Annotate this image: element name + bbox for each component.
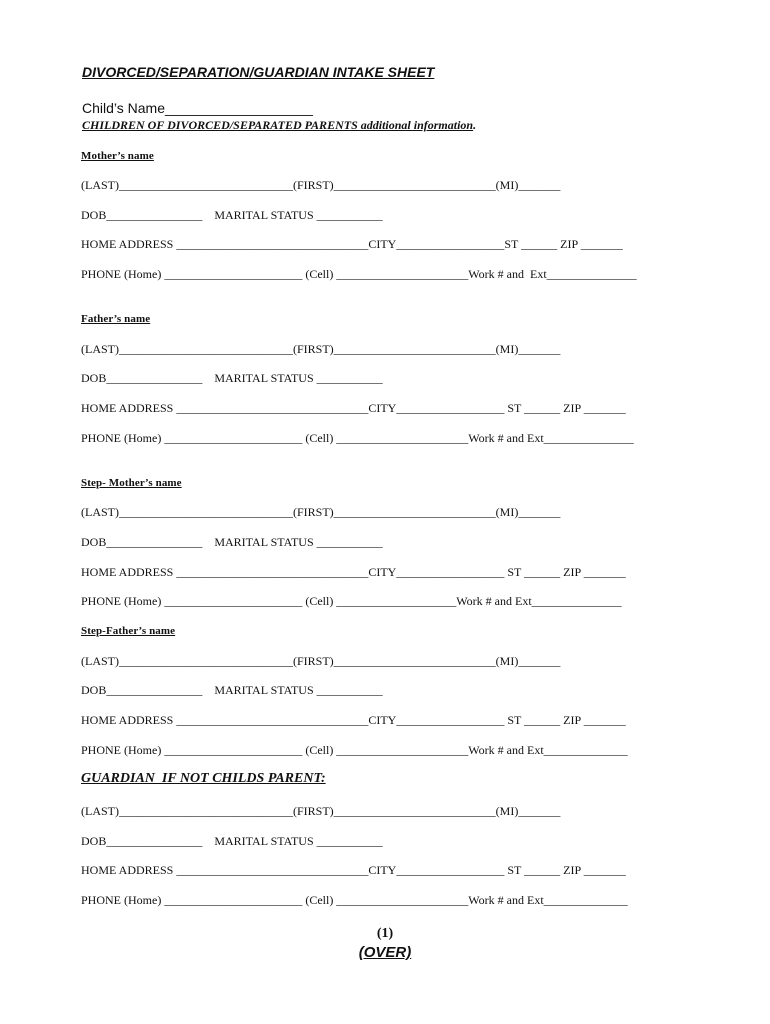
step-mother-phone-line[interactable]: PHONE (Home) _______________________ (Cell) ____________________Work # and Ext_______________ — [81, 594, 622, 608]
mother-phone-line[interactable]: PHONE (Home) _______________________ (Cell) ______________________Work # and Ext_______________ — [81, 267, 637, 281]
mother-name-line[interactable]: (LAST)_____________________________(FIRST)___________________________(MI)_______ — [81, 178, 561, 192]
father-heading: Father’s name — [81, 313, 151, 325]
over-label: (OVER) — [358, 944, 412, 961]
guardian-name-line[interactable]: (LAST)_____________________________(FIRST)___________________________(MI)_______ — [81, 804, 561, 818]
step-father-heading: Step-Father’s name — [81, 625, 176, 637]
step-father-address-line[interactable]: HOME ADDRESS ________________________________CITY__________________ ST ______ ZIP _______ — [81, 713, 626, 727]
step-father-name-line[interactable]: (LAST)_____________________________(FIRST)___________________________(MI)_______ — [81, 654, 561, 668]
mother-dob-line[interactable]: DOB________________ MARITAL STATUS ___________ — [81, 208, 383, 222]
step-mother-heading: Step- Mother’s name — [81, 477, 182, 489]
guardian-address-line[interactable]: HOME ADDRESS ________________________________CITY__________________ ST ______ ZIP _______ — [81, 863, 626, 877]
father-phone-line[interactable]: PHONE (Home) _______________________ (Cell) ______________________Work # and Ext_______________ — [81, 431, 634, 445]
father-name-line[interactable]: (LAST)_____________________________(FIRST)___________________________(MI)_______ — [81, 342, 561, 356]
guardian-dob-line[interactable]: DOB________________ MARITAL STATUS ___________ — [81, 834, 383, 848]
subtitle-end: . — [473, 118, 477, 132]
step-father-phone-line[interactable]: PHONE (Home) _______________________ (Cell) ______________________Work # and Ext______________ — [81, 743, 628, 757]
mother-heading: Mother’s name — [81, 150, 154, 162]
father-address-line[interactable]: HOME ADDRESS ________________________________CITY__________________ ST ______ ZIP _______ — [81, 401, 626, 415]
step-mother-name-line[interactable]: (LAST)_____________________________(FIRST)___________________________(MI)_______ — [81, 505, 561, 519]
step-mother-dob-line[interactable]: DOB________________ MARITAL STATUS ___________ — [81, 535, 383, 549]
guardian-phone-line[interactable]: PHONE (Home) _______________________ (Cell) ______________________Work # and Ext______________ — [81, 893, 628, 907]
child-name-field[interactable]: Child’s Name___________________ — [82, 100, 313, 116]
father-dob-line[interactable]: DOB________________ MARITAL STATUS ___________ — [81, 371, 383, 385]
form-title: DIVORCED/SEPARATION/GUARDIAN INTAKE SHEET — [82, 64, 435, 80]
guardian-heading: GUARDIAN IF NOT CHILDS PARENT: — [81, 771, 326, 786]
step-father-dob-line[interactable]: DOB________________ MARITAL STATUS ___________ — [81, 683, 383, 697]
subtitle-main: CHILDREN OF DIVORCED/SEPARATED PARENTS additional information — [82, 118, 474, 132]
subtitle — [82, 118, 476, 133]
page-number: (1) — [376, 926, 394, 941]
mother-address-line[interactable]: HOME ADDRESS ________________________________CITY__________________ST ______ ZIP _______ — [81, 237, 623, 251]
step-mother-address-line[interactable]: HOME ADDRESS ________________________________CITY__________________ ST ______ ZIP _______ — [81, 565, 626, 579]
